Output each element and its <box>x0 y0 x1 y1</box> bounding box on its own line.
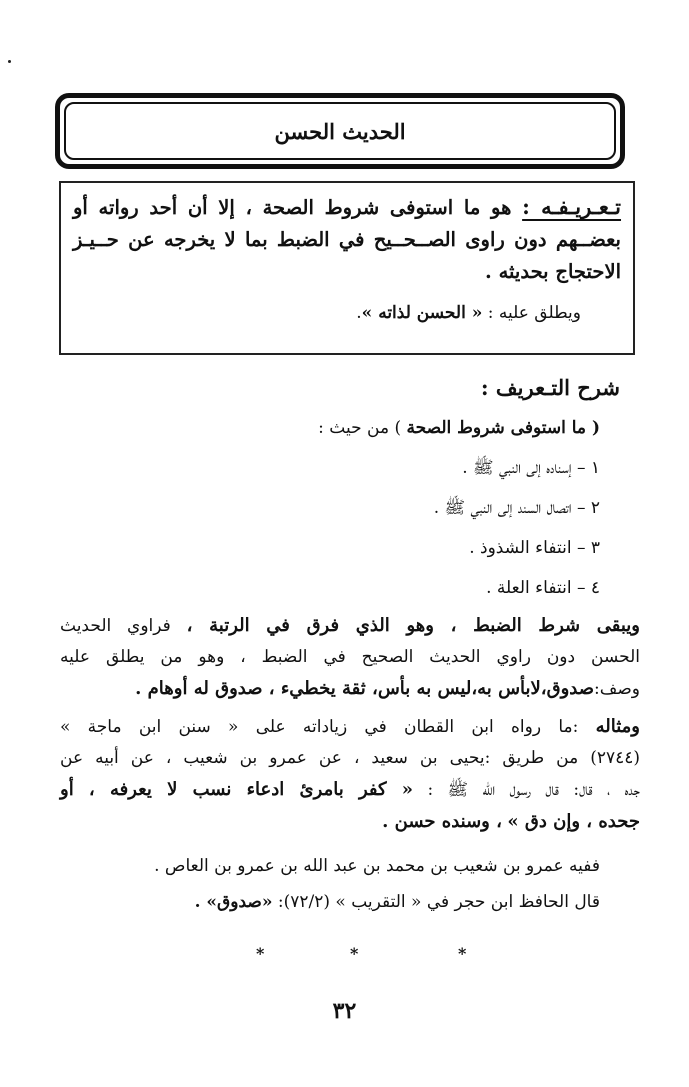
grading-bold: «صدوق» . <box>194 892 273 912</box>
definition-line-1 <box>73 191 621 224</box>
separator-star: * <box>350 944 359 963</box>
precision-line-3 <box>60 673 640 705</box>
example-line-2: (٢٧٤٤) من طريق :يحيى بن سعيد ، عن عمرو بن شعيب ، عن أبيه عن <box>60 748 640 768</box>
definition-line-3: الاحتجاج بحديثه . <box>485 260 621 283</box>
chapter-title-frame <box>55 93 625 169</box>
example-line-4-rest: ، وسنده حسن . <box>382 811 502 832</box>
page-speck <box>8 60 11 63</box>
example-line-4-bold: جحده ، وإن دق » <box>507 811 640 832</box>
definition-term: تـعـريـفـه : <box>522 194 622 219</box>
example-line-1 <box>60 711 640 743</box>
precision-line-3-prefix: وصف: <box>594 679 640 699</box>
definition-note-suffix: . <box>356 303 362 323</box>
grading-line <box>60 884 640 920</box>
example-line-4 <box>60 806 640 838</box>
conditions-intro-rest: ) من حيث : <box>318 418 402 438</box>
conditions-intro-bold: ( ما استوفى شروط الصحة <box>406 418 600 438</box>
section-separator <box>0 944 689 964</box>
condition-item-4: ٤ – انتفاء العلة . <box>486 578 600 598</box>
separator-star: * <box>256 944 265 963</box>
precision-line-3-bold: صدوق،لابأس به،ليس به بأس، ثقة يخطيء ، صدوق له أوهام . <box>135 678 595 699</box>
chapter-title-inner-frame <box>64 102 616 160</box>
definition-note-term: « الحسن لذاته » <box>361 303 483 323</box>
chapter-title: الحديث الحسن <box>274 118 406 144</box>
condition-item-2: ٢ – اتصال السند إلى النبي ﷺ . <box>433 498 600 518</box>
separator-star: * <box>458 944 467 963</box>
precision-line-2: الحسن دون راوي الحديث الصحيح في الضبط ، وهو من يطلق عليه <box>60 647 640 667</box>
definition-note <box>73 298 621 328</box>
example-line-3-prefix: جده ، قال: قال رسول الله ﷺ : <box>427 780 640 800</box>
definition-note-prefix: ويطلق عليه : <box>487 303 581 323</box>
precision-line-1-rest: فراوي الحديث <box>60 616 171 636</box>
page-number: ٣٢ <box>332 998 357 1024</box>
chain-note: ففيه عمرو بن شعيب بن محمد بن عبد الله بن عمرو بن العاص . <box>154 856 600 876</box>
precision-line-1 <box>60 610 640 642</box>
explanation-heading: شرح التـعريف : <box>480 375 620 400</box>
definition-line-2: بعضــهم دون راوى الصــحــيح في الضبط بما لا يخرجه عن حــيـز <box>73 228 621 251</box>
conditions-intro <box>60 408 640 448</box>
precision-line-1-bold: ويبقى شرط الضبط ، وهو الذي فرق في الرتبة ، <box>186 615 641 636</box>
example-label: ومثاله <box>595 716 640 737</box>
grading-prefix: قال الحافظ ابن حجر في « التقريب » (٧٢/٢): <box>277 892 600 912</box>
main-content <box>60 368 640 920</box>
example-line-1-text: :ما رواه ابن القطان في زياداته على « سنن ابن ماجة » <box>60 717 579 737</box>
example-line-3 <box>60 774 640 806</box>
precision-paragraph <box>60 610 640 705</box>
condition-item-3: ٣ – انتفاء الشذوذ . <box>469 538 600 558</box>
example-line-3-bold: « كفر بامرئ ادعاء نسب لا يعرفه ، أو <box>60 779 414 800</box>
definition-box <box>59 181 635 355</box>
example-paragraph <box>60 711 640 838</box>
condition-item-1: ١ – إسناده إلى النبي ﷺ . <box>462 458 600 478</box>
definition-text-1: هو ما استوفى شروط الصحة ، إلا أن أحد رواته أو <box>73 196 512 219</box>
